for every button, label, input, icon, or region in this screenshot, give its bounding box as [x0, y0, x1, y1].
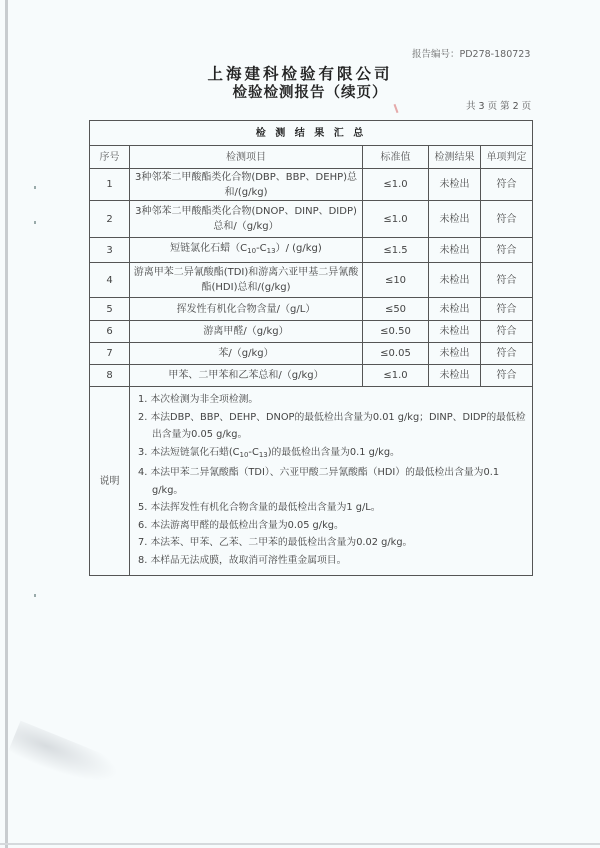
scan-smudge: [7, 721, 122, 795]
scan-speck: [34, 594, 36, 597]
row-no: 1: [90, 169, 130, 201]
report-title: 检验检测报告（续页）: [232, 84, 388, 101]
row-result: 未检出: [429, 365, 481, 387]
note-text: )的最低检出含量为0.1 g/kg。: [267, 446, 400, 458]
table-row: [90, 298, 533, 321]
row-item: 游离甲苯二异氰酸酯(TDI)和游离六亚甲基二异氰酸酯(HDI)总和/(g/kg): [130, 263, 363, 298]
note-item: 6. 本法游离甲醛的最低检出含量为0.05 g/kg。: [138, 519, 344, 531]
row-standard: ≤0.05: [363, 343, 429, 365]
subscript: 13: [266, 247, 276, 255]
note-item: 5. 本法挥发性有机化合物含量的最低检出含量为1 g/L。: [138, 502, 381, 513]
column-header: 单项判定: [481, 146, 533, 169]
item-text: -C: [256, 243, 267, 254]
row-result: 未检出: [429, 343, 481, 365]
subscript: 10: [247, 247, 257, 255]
row-standard: ≤1.5: [363, 238, 429, 263]
note-text: -C: [248, 446, 259, 458]
note-item: 1. 本次检测为非全项检测。: [138, 394, 259, 405]
column-header: 标准值: [363, 146, 429, 169]
scan-speck: [34, 186, 36, 189]
row-no: 8: [90, 365, 130, 387]
subscript: 13: [258, 450, 268, 459]
row-judgement: 符合: [481, 238, 533, 263]
row-result: 未检出: [429, 169, 481, 201]
row-standard: ≤1.0: [363, 201, 429, 238]
note-item: 2. 本法DBP、BBP、DEHP、DNOP的最低检出含量为0.01 g/kg；DINP、DIDP的最低检出含量为0.05 g/kg。: [138, 411, 526, 440]
table-row: [90, 343, 533, 365]
row-judgement: 符合: [481, 343, 533, 365]
table-title: 检 测 结 果 汇 总: [90, 121, 533, 146]
note-item: 8. 本样品无法成膜，故取消可溶性重金属项目。: [138, 554, 347, 566]
column-header: 检测结果: [429, 146, 481, 169]
row-result: 未检出: [429, 238, 481, 263]
row-item: 3种邻苯二甲酸酯类化合物(DNOP、DINP、DIDP)总和/（g/kg）: [130, 201, 363, 238]
row-item: 甲苯、二甲苯和乙苯总和/（g/kg）: [130, 365, 363, 387]
column-header: 检测项目: [130, 146, 363, 169]
row-item: 3种邻苯二甲酸酯类化合物(DBP、BBP、DEHP)总和/(g/kg): [130, 169, 363, 201]
row-result: 未检出: [429, 201, 481, 238]
row-standard: ≤1.0: [363, 365, 429, 387]
row-result: 未检出: [429, 321, 481, 343]
table-title-row: [90, 121, 533, 146]
row-judgement: 符合: [481, 321, 533, 343]
notes-row: [90, 387, 533, 576]
row-standard: ≤10: [363, 263, 429, 298]
row-no: 7: [90, 343, 130, 365]
table-row: [90, 263, 533, 298]
row-standard: ≤0.50: [363, 321, 429, 343]
row-judgement: 符合: [481, 263, 533, 298]
row-item: 游离甲醛/（g/kg）: [130, 321, 363, 343]
note-item: 4. 本法甲苯二异氰酸酯（TDI）、六亚甲酸二异氰酸酯（HDI）的最低检出含量为0.1 g/kg。: [138, 467, 500, 496]
table-row: [90, 169, 533, 201]
row-item: [130, 238, 363, 263]
report-number: 报告编号：PD278-180723: [412, 49, 531, 60]
table-row: [90, 201, 533, 238]
row-judgement: 符合: [481, 201, 533, 238]
row-judgement: 符合: [481, 298, 533, 321]
scan-edge-bottom: [0, 843, 600, 845]
row-standard: ≤1.0: [363, 169, 429, 201]
row-no: 5: [90, 298, 130, 321]
row-item: 苯/（g/kg）: [130, 343, 363, 365]
row-no: 4: [90, 263, 130, 298]
row-no: 2: [90, 201, 130, 238]
page-info: 共 3 页 第 2 页: [466, 101, 532, 112]
stamp-mark: [394, 104, 399, 113]
subscript: 10: [239, 450, 249, 459]
row-result: 未检出: [429, 298, 481, 321]
scan-speck: [34, 221, 36, 224]
table-header-row: [90, 146, 533, 169]
row-no: 3: [90, 238, 130, 263]
note-item: [138, 444, 526, 465]
table-row: [90, 321, 533, 343]
notes-content: [130, 387, 533, 576]
results-table: [89, 120, 533, 576]
scan-edge-left: [5, 0, 8, 848]
row-result: 未检出: [429, 263, 481, 298]
note-text: 3. 本法短链氯化石蜡(C: [138, 446, 240, 458]
row-no: 6: [90, 321, 130, 343]
column-header: 序号: [90, 146, 130, 169]
item-text: ）/ (g/kg): [275, 243, 322, 254]
item-text: 短链氯化石蜡（C: [170, 243, 248, 254]
row-item: 挥发性有机化合物含量/（g/L）: [130, 298, 363, 321]
row-standard: ≤50: [363, 298, 429, 321]
company-name: 上海建科检验有限公司: [207, 64, 393, 83]
table-row: [90, 365, 533, 387]
row-judgement: 符合: [481, 169, 533, 201]
note-item: 7. 本法苯、甲苯、乙苯、二甲苯的最低检出含量为0.02 g/kg。: [138, 537, 413, 548]
row-judgement: 符合: [481, 365, 533, 387]
table-row: [90, 238, 533, 263]
notes-label: 说明: [90, 387, 130, 576]
